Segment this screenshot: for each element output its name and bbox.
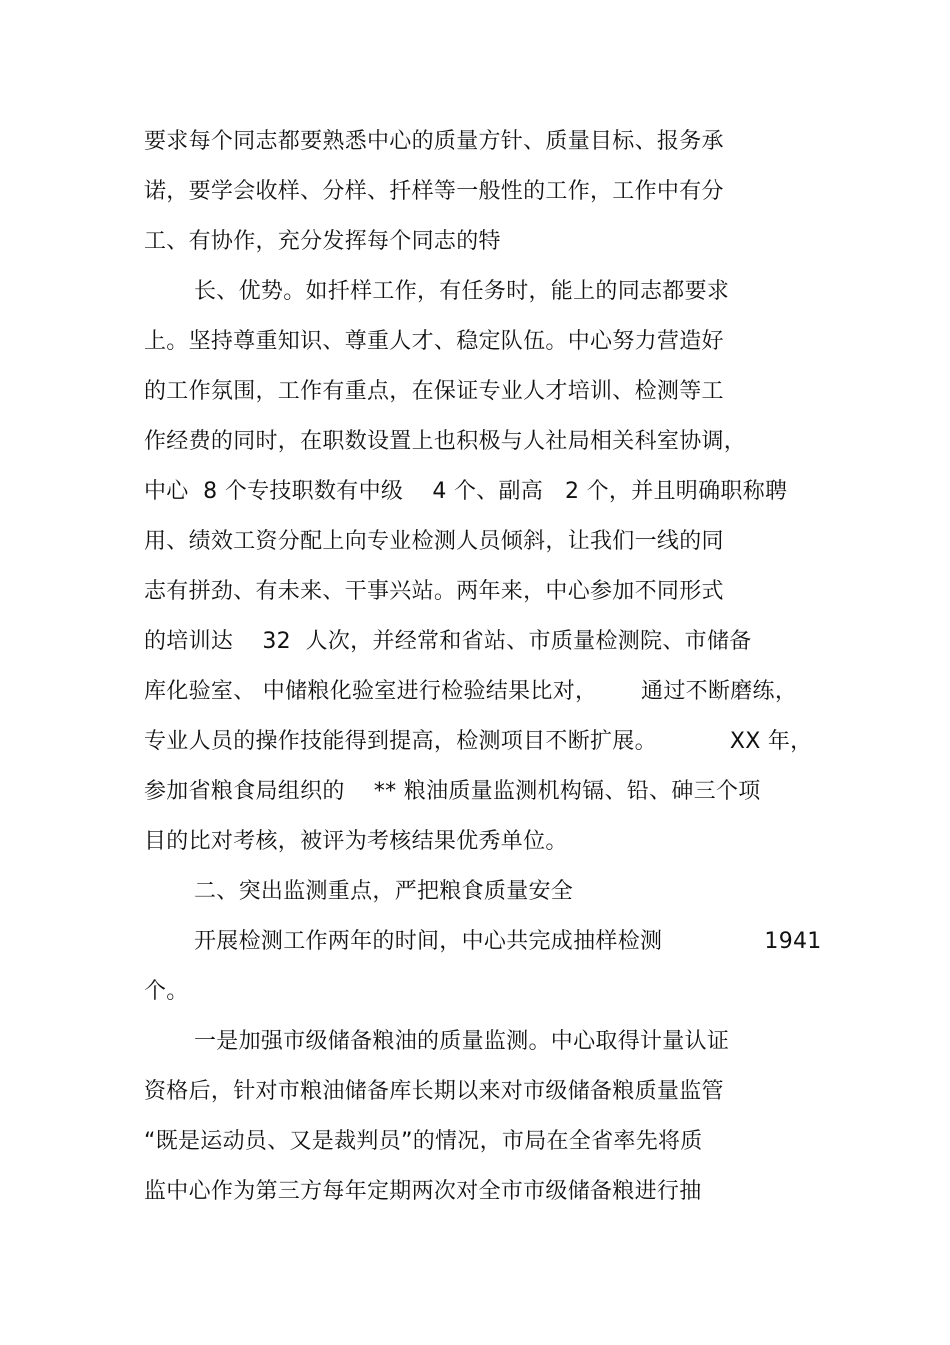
text-line: 要求每个同志都要熟悉中心的质量方针、质量目标、报务承 (144, 129, 724, 154)
text-line: 中心 8 个专技职数有中级 4 个、副高 2 个，并且明确职称聘 (144, 479, 788, 504)
text-line: 的工作氛围，工作有重点，在保证专业人才培训、检测等工 (144, 379, 724, 404)
section-heading: 二、突出监测重点，严把粮食质量安全 (194, 879, 574, 904)
text-line: 参加省粮食局组织的 ** 粮油质量监测机构镉、铅、砷三个项 (144, 779, 761, 804)
text-line: 个。 (144, 979, 189, 1004)
text-line: 工、有协作，充分发挥每个同志的特 (144, 229, 501, 254)
text-line: 志有拼劲、有未来、干事兴站。两年来，中心参加不同形式 (144, 579, 724, 604)
text-line: 用、绩效工资分配上向专业检测人员倾斜，让我们一线的同 (144, 529, 724, 554)
text-line: 一是加强市级储备粮油的质量监测。中心取得计量认证 (194, 1029, 730, 1054)
text-line: 开展检测工作两年的时间，中心共完成抽样检测 1941 (194, 929, 822, 954)
text-line: 上。坚持尊重知识、尊重人才、稳定队伍。中心努力营造好 (144, 329, 724, 354)
text-line: 资格后，针对市粮油储备库长期以来对市级储备粮质量监管 (144, 1079, 724, 1104)
text-line: 专业人员的操作技能得到提高，检测项目不断扩展。 XX 年， (144, 729, 813, 754)
text-line: 库化验室、 中储粮化验室进行检验结果比对， 通过不断磨练， (144, 679, 798, 704)
text-line: 监中心作为第三方每年定期两次对全市市级储备粮进行抽 (144, 1179, 702, 1204)
text-line: 作经费的同时，在职数设置上也积极与人社局相关科室协调， (144, 429, 747, 454)
text-line: 长、优势。如扦样工作，有任务时，能上的同志都要求 (194, 279, 730, 304)
text-line: 的培训达 32 人次，并经常和省站、市质量检测院、市储备 (144, 629, 752, 654)
text-line: 诺，要学会收样、分样、扦样等一般性的工作，工作中有分 (144, 179, 724, 204)
text-line: “既是运动员、又是裁判员”的情况，市局在全省率先将质 (144, 1129, 703, 1154)
text-line: 目的比对考核，被评为考核结果优秀单位。 (144, 829, 568, 854)
